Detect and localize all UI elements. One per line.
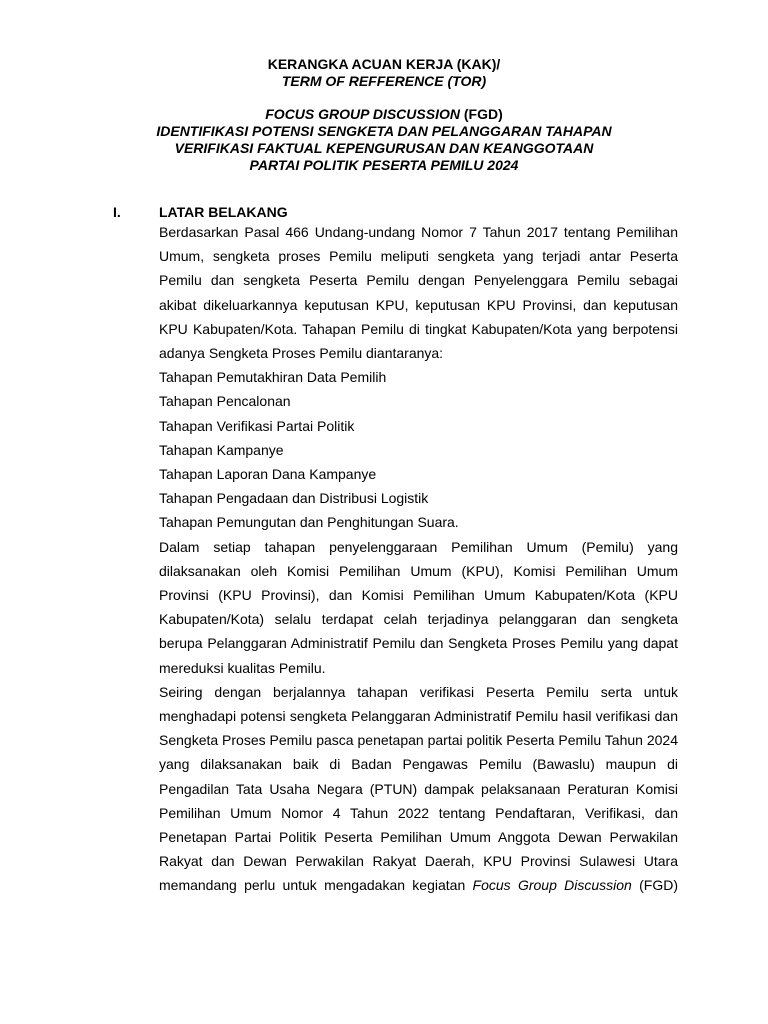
paragraph-3 [159,680,678,898]
header-line-verifikasi: VERIFIKASI FAKTUAL KEPENGURUSAN DAN KEANGGOTAAN [174,140,594,156]
list-item: Tahapan Pemutakhiran Data Pemilih [159,369,387,386]
list-item: Tahapan Kampanye [159,441,284,458]
header-line-kak: KERANGKA ACUAN KERJA (KAK)/ [267,56,501,72]
list-item: Tahapan Pengadaan dan Distribusi Logistik [159,490,429,507]
tahapan-list [159,365,678,534]
list-item: Tahapan Pemungutan dan Penghitungan Suara. [159,514,459,531]
document-header [0,56,768,90]
section-title: LATAR BELAKANG [159,204,288,220]
paragraph-3-italic: Focus Group Discussion [472,877,632,894]
paragraph-2: Dalam setiap tahapan penyelenggaraan Pemilihan Umum (Pemilu) yang dilaksanakan oleh Komisi Pemilihan Umum (KPU), Komisi Pemilihan Umum Provinsi (KPU Provinsi), dan Komisi Pemilihan Umum Kabupaten/Kota (KPU Kabupaten/Kota) selalu terdapat celah terjadinya pelanggaran dan sengketa berupa Pelanggaran Administratif Pemilu dan Sengketa Proses Pemilu yang dapat mereduksi kualitas Pemilu. [159,538,678,676]
header-line-partai: PARTAI POLITIK PESERTA PEMILU 2024 [249,157,519,173]
paragraph-3-text: Seiring dengan berjalannya tahapan verifikasi Peserta Pemilu serta untuk menghadapi potensi sengketa Pelanggaran Administratif Pemilu hasil verifikasi dan Sengketa Proses Pemilu pasca penetapan partai politik Peserta Pemilu Tahun 2024 yang dilaksanakan baik di Badan Pengawas Pemilu (Bawaslu) maupun di Pengadilan Tata Usaha Negara (PTUN) dampak pelaksanaan Peraturan Komisi Pemilihan Umum Nomor 4 Tahun 2022 tentang Pendaftaran, Verifikasi, dan Penetapan Partai Politik Peserta Pemilihan Umum Anggota Dewan Perwakilan Rakyat dan Dewan Perwakilan Rakyat Daerah, KPU Provinsi Sulawesi Utara memandang perlu untuk mengadakan kegiatan [159,683,678,894]
list-item: Tahapan Pencalonan [159,393,291,410]
header-line-identifikasi: IDENTIFIKASI POTENSI SENGKETA DAN PELANGGARAN TAHAPAN [156,123,612,139]
paragraph-1: Berdasarkan Pasal 466 Undang-undang Nomor 7 Tahun 2017 tentang Pemilihan Umum, sengketa proses Pemilu meliputi sengketa yang terjadi antar Peserta Pemilu dan sengketa Peserta Pemilu dengan Penyelenggara Pemilu sebagai akibat dikeluarkannya keputusan KPU, keputusan KPU Provinsi, dan keputusan KPU Kabupaten/Kota. Tahapan Pemilu di tingkat Kabupaten/Kota yang berpotensi adanya Sengketa Proses Pemilu diantaranya: [159,224,678,362]
fgd-italic: FOCUS GROUP DISCUSSION [265,106,460,122]
header-line-fgd [0,106,768,123]
list-item: Tahapan Verifikasi Partai Politik [159,417,355,434]
list-item: Tahapan Laporan Dana Kampanye [159,466,377,483]
header-line-tor: TERM OF REFFERENCE (TOR) [281,73,487,89]
section-number: I. [113,204,121,220]
fgd-abbrev: (FGD) [459,106,503,122]
paragraph-3-end: (FGD) [631,877,678,894]
document-subheader [0,106,768,174]
section-body [159,220,678,898]
